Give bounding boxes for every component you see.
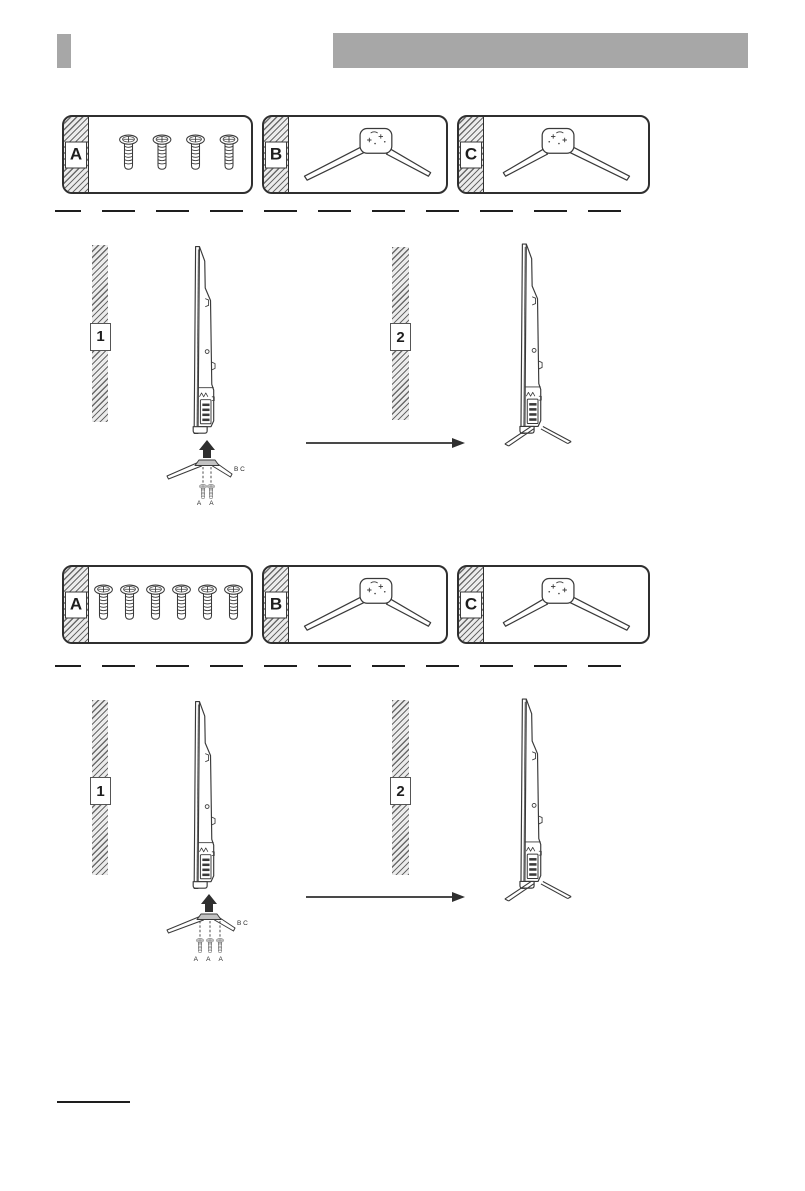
step-bar-2 [392,700,409,875]
screws-callout-label: A A [196,500,218,506]
part-label-strip [64,567,89,642]
stand-leg-icon [293,573,443,637]
part-letter: C [460,591,482,618]
parts-caption-blanks [55,665,621,667]
part-illustration [89,117,251,192]
step-bar-2 [392,247,409,420]
tv-with-stand-illustration [498,242,578,449]
part-illustration [289,117,446,192]
screw-icon [199,585,217,619]
legs-callout-label: B C [234,466,245,473]
arrow-right-icon [304,890,466,904]
parts-box-b [262,565,448,644]
parts-box-a [62,565,253,644]
part-label-strip [264,567,289,642]
screw-icon [147,585,165,619]
part-letter: A [65,591,87,618]
screw-icon [196,938,203,952]
part-letter: B [265,141,287,168]
parts-box-c [457,565,650,644]
assembly-detail-illustration [152,892,287,962]
part-illustration [484,567,648,642]
part-letter: A [65,141,87,168]
screw-icon [199,484,206,498]
part-illustration [89,567,251,642]
arrow-right-icon [304,436,466,450]
step-number: 1 [90,777,111,805]
stand-leg-icon [491,123,641,187]
header-title-bar [333,33,748,68]
part-label-strip [264,117,289,192]
screw-icon [187,135,205,169]
screws-illustration [90,125,250,185]
parts-box-b [262,115,448,194]
screws-illustration [90,575,250,635]
tv-side-view-illustration [185,242,237,438]
parts-box-c [457,115,650,194]
screw-icon [207,484,214,498]
part-letter: C [460,141,482,168]
screw-icon [206,938,213,952]
footnote-rule [57,1101,130,1103]
step-number: 2 [390,777,411,805]
part-label-strip [64,117,89,192]
step-bar-1 [92,700,108,875]
part-letter: B [265,591,287,618]
stand-leg-icon [293,123,443,187]
screws-callout-label: A A A [193,956,227,962]
step-number: 1 [90,323,111,351]
part-illustration [289,567,446,642]
part-label-strip [459,117,484,192]
parts-box-a [62,115,253,194]
step-number: 2 [390,323,411,351]
screw-icon [220,135,238,169]
screw-icon [120,135,138,169]
screw-icon [216,938,223,952]
parts-caption-blanks [55,210,621,212]
screw-icon [95,585,113,619]
legs-callout-label: B C [237,920,248,927]
tv-with-stand-illustration [498,697,578,904]
header-accent-block [57,34,71,68]
part-illustration [484,117,648,192]
arrow-up-icon [199,440,215,458]
stand-leg-icon [491,573,641,637]
screw-icon [173,585,191,619]
screw-icon [153,135,171,169]
arrow-up-icon [201,894,217,912]
step-bar-1 [92,245,108,422]
screw-icon [225,585,243,619]
part-label-strip [459,567,484,642]
screw-icon [121,585,139,619]
assembly-detail-illustration [158,438,283,506]
tv-side-view-illustration [185,697,237,893]
